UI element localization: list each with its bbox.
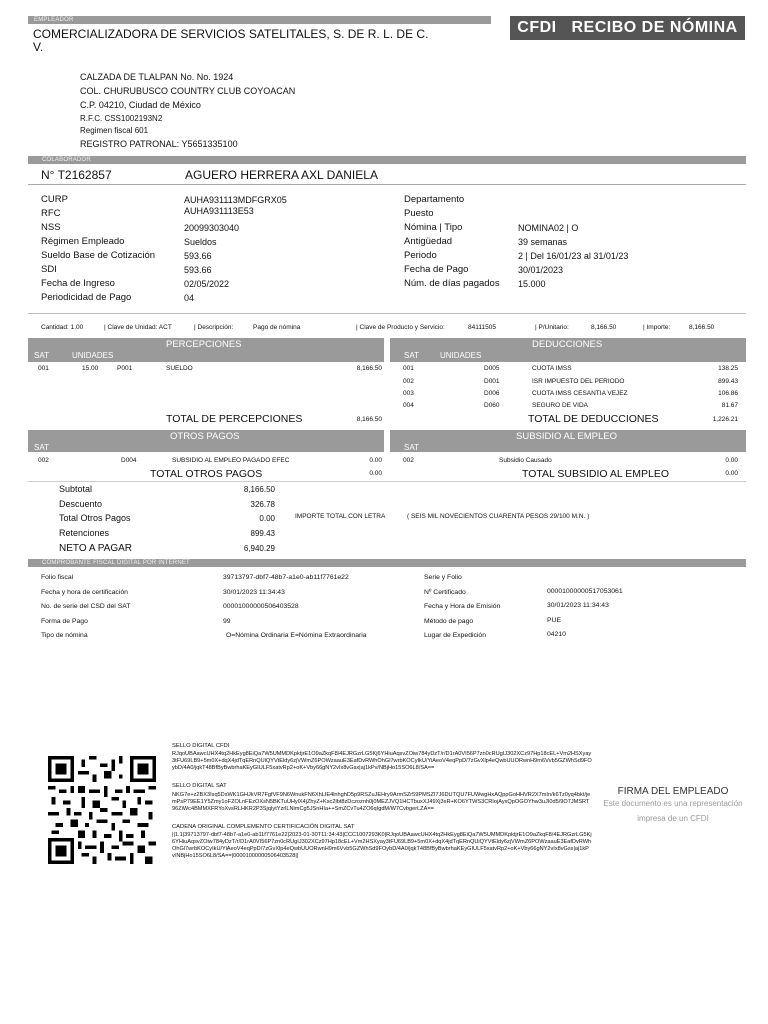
deduccion-clave: D005 xyxy=(484,365,500,372)
company-name-line1: COMERCIALIZADORA DE SERVICIOS SATELITALES, S. DE R. L. DE C. xyxy=(33,27,429,41)
total-otros-pagos-value: 0.00 xyxy=(369,470,382,477)
fiscal-section-band xyxy=(28,559,746,567)
label-curp: CURP xyxy=(41,194,68,205)
deduccion-sat: 004 xyxy=(403,402,414,409)
subsidio-sat-header: SAT xyxy=(404,443,419,452)
label-antiguedad: Antigüedad xyxy=(404,236,453,247)
employee-right-labels xyxy=(404,193,500,291)
value-departamento xyxy=(518,193,628,207)
percepciones-unidades-header: UNIDADES xyxy=(72,351,114,360)
resumen-otros-pagos-value: 0.00 xyxy=(259,514,275,523)
company-regimen: Regimen fiscal 601 xyxy=(80,126,149,135)
employee-right-values xyxy=(518,193,628,291)
label-fecha-pago: Fecha de Pago xyxy=(404,264,469,275)
cadena-original-title: CADENA ORIGINAL COMPLEMENTO CERTIFICACIÓN DIGITAL SAT xyxy=(172,824,355,830)
title-recibo: RECIBO DE NÓMINA xyxy=(571,19,738,36)
label-nss: NSS xyxy=(41,222,61,233)
label-sbc: Sueldo Base de Cotización xyxy=(41,250,156,261)
value-sbc: 593.66 xyxy=(184,251,212,261)
firma-note-1: Este documento es una representación xyxy=(603,799,743,808)
fiscal-folio: 39713797-dbf7-48b7-a1e0-ab11f7761e22 xyxy=(223,574,349,581)
value-fecha-pago: 30/01/2023 xyxy=(518,265,564,275)
fiscal-lugar-expedicion: 04210 xyxy=(547,631,566,638)
employee-name: AGUERO HERRERA AXL DANIELA xyxy=(185,168,378,182)
deduccion-concepto: CUOTA IMSS CESANTIA VEJEZ xyxy=(532,390,628,397)
total-percepciones-value: 8,166.50 xyxy=(356,416,382,423)
deduccion-importe: 138.25 xyxy=(718,365,738,372)
neto-a-pagar-label: NETO A PAGAR xyxy=(59,543,132,554)
label-sdi: SDI xyxy=(41,264,57,275)
fiscal-label: Tipo de nómina xyxy=(41,632,88,639)
fiscal-fecha-emision: 30/01/2023 11:34:43 xyxy=(547,602,609,609)
otros-pagos-sat: 002 xyxy=(38,457,49,464)
percepcion-importe: 8,166.50 xyxy=(356,365,382,372)
otros-pagos-concepto: SUBSIDIO AL EMPLEO PAGADO EFEC xyxy=(172,457,290,464)
percepcion-unidades: 15.00 xyxy=(82,365,99,372)
value-sdi: 593.66 xyxy=(184,265,212,275)
title-cfdi: CFDI xyxy=(517,19,557,36)
firma-block xyxy=(598,786,748,823)
resumen-subtotal-label: Subtotal xyxy=(59,484,93,494)
fiscal-label: Fecha y hora de certificación xyxy=(41,589,128,596)
label-puesto: Puesto xyxy=(404,208,434,219)
deduccion-clave: D001 xyxy=(484,378,500,385)
deduccion-concepto: CUOTA IMSS xyxy=(532,365,572,372)
subsidio-importe: 0.00 xyxy=(725,457,738,464)
fiscal-certificado: 00001000000517053061 xyxy=(547,588,623,595)
concepto-clave-unidad: | Clave de Unidad: ACT xyxy=(104,324,172,331)
document-title xyxy=(510,16,745,40)
fiscal-serie-csd: 00001000000506403528 xyxy=(223,603,299,610)
resumen-descuento-label: Descuento xyxy=(59,499,103,509)
concepto-punitario-label: | P/Unitario: xyxy=(535,324,569,331)
percepcion-clave: P001 xyxy=(117,365,133,372)
value-puesto xyxy=(518,207,628,221)
company-name xyxy=(33,28,463,54)
total-deducciones-label: TOTAL DE DEDUCCIONES xyxy=(528,413,659,425)
total-subsidio-value: 0.00 xyxy=(725,470,738,477)
total-otros-pagos-label: TOTAL OTROS PAGOS xyxy=(150,468,263,480)
value-antiguedad: 39 semanas xyxy=(518,237,568,247)
otros-pagos-sat-header: SAT xyxy=(34,443,49,452)
fiscal-label: Método de pago xyxy=(424,618,474,625)
total-deducciones-value: 1,226.21 xyxy=(712,416,738,423)
value-rfc: AUHA931113E53 xyxy=(184,206,254,216)
otros-pagos-header xyxy=(28,430,384,452)
value-dias-pagados: 15.000 xyxy=(518,279,546,289)
deducciones-sat-header: SAT xyxy=(404,351,419,360)
deducciones-unidades-header: UNIDADES xyxy=(440,351,482,360)
fiscal-label: No. de serie del CSD del SAT xyxy=(41,603,131,610)
deduccion-concepto: ISR IMPUESTO DEL PERIODO xyxy=(532,378,625,385)
label-periodo: Periodo xyxy=(404,250,437,261)
subsidio-header xyxy=(390,430,746,452)
divider xyxy=(28,313,746,314)
firma-title: FIRMA DEL EMPLEADO xyxy=(617,786,729,797)
concepto-clave-producto: 84111505 xyxy=(468,324,496,331)
employee-number: N° T2162857 xyxy=(41,168,112,182)
deduccion-importe: 106.86 xyxy=(718,390,738,397)
employer-section-label: EMPLEADOR xyxy=(34,17,74,23)
deduccion-sat: 002 xyxy=(403,378,414,385)
value-periodicidad: 04 xyxy=(184,293,195,303)
divider xyxy=(28,184,746,185)
deduccion-importe: 81.67 xyxy=(721,402,738,409)
deduccion-clave: D060 xyxy=(484,402,500,409)
company-name-line2: V. xyxy=(33,40,44,54)
value-fecha-ingreso: 02/05/2022 xyxy=(184,279,230,289)
colaborador-section-label: COLABORADOR xyxy=(42,157,91,163)
deduccion-clave: D006 xyxy=(484,390,500,397)
label-departamento: Departamento xyxy=(404,194,465,205)
fiscal-fecha-certificacion: 30/01/2023 11:34:43 xyxy=(223,589,285,596)
company-rfc: R.F.C. CSS1002193N2 xyxy=(80,114,163,123)
registro-patronal: REGISTRO PATRONAL: Y5651335100 xyxy=(80,139,238,149)
subsidio-title: SUBSIDIO AL EMPLEO xyxy=(516,431,618,442)
label-regimen: Régimen Empleado xyxy=(41,236,125,247)
concepto-punitario: 8,166.50 xyxy=(591,324,617,331)
fiscal-tipo-nomina: O=Nómina Ordinaria E=Nómina Extraordinaria xyxy=(226,632,367,639)
concepto-descripcion-label: | Descripción: xyxy=(194,324,234,331)
fiscal-label: Fecha y Hora de Emisión xyxy=(424,603,501,610)
importe-letra-label: IMPORTE TOTAL CON LETRA xyxy=(295,513,386,520)
label-fecha-ingreso: Fecha de Ingreso xyxy=(41,278,115,289)
label-rfc: RFC xyxy=(41,208,61,219)
fiscal-label: Lugar de Expedición xyxy=(424,632,486,639)
address-line-1: CALZADA DE TLALPAN No. No. 1924 xyxy=(80,72,234,82)
concepto-importe-label: | Importe: xyxy=(643,324,671,331)
subsidio-sat: 002 xyxy=(403,457,414,464)
fiscal-section-label: COMPROBANTE FISCAL DIGITAL POR INTERNET xyxy=(42,560,190,566)
fiscal-label: Serie y Folio xyxy=(424,574,462,581)
deducciones-header xyxy=(390,338,746,362)
total-percepciones-label: TOTAL DE PERCEPCIONES xyxy=(166,413,303,425)
label-nomina-tipo: Nómina | Tipo xyxy=(404,222,463,233)
fiscal-forma-pago: 99 xyxy=(223,618,231,625)
subsidio-concepto: Subsidio Causado xyxy=(499,457,552,464)
deduccion-concepto: SEGURO DE VIDA xyxy=(532,402,588,409)
importe-letra: ( SEIS MIL NOVECIENTOS CUARENTA PESOS 29/100 M.N. ) xyxy=(407,513,590,520)
value-regimen: Sueldos xyxy=(184,237,217,247)
deduccion-sat: 003 xyxy=(403,390,414,397)
otros-pagos-title: OTROS PAGOS xyxy=(170,431,240,442)
concepto-importe: 8,166.50 xyxy=(689,324,715,331)
deduccion-sat: 001 xyxy=(403,365,414,372)
percepcion-sat: 001 xyxy=(38,365,49,372)
percepciones-sat-header: SAT xyxy=(34,351,49,360)
resumen-otros-pagos-label: Total Otros Pagos xyxy=(59,513,131,523)
concepto-clave-producto-label: | Clave de Producto y Servicio: xyxy=(356,324,445,331)
otros-pagos-importe: 0.00 xyxy=(369,457,382,464)
deducciones-title: DEDUCCIONES xyxy=(532,339,603,350)
fiscal-label: Nº Certificado xyxy=(424,589,466,596)
firma-note-2: impresa de un CFDI xyxy=(637,814,709,823)
total-subsidio-label: TOTAL SUBSIDIO AL EMPLEO xyxy=(522,468,670,480)
label-periodicidad: Periodicidad de Pago xyxy=(41,292,132,303)
colaborador-section-band xyxy=(28,156,746,164)
address-line-2: COL. CHURUBUSCO COUNTRY CLUB COYOACAN xyxy=(80,86,296,96)
resumen-subtotal-value: 8,166.50 xyxy=(243,485,275,494)
divider xyxy=(28,481,746,482)
concepto-cantidad: Cantidad: 1.00 xyxy=(41,324,84,331)
sello-cfdi-title: SELLO DIGITAL CFDI xyxy=(172,743,230,749)
concepto-descripcion: Pago de nómina xyxy=(253,324,301,331)
value-periodo: 2 | Del 16/01/23 al 31/01/23 xyxy=(518,251,629,261)
cadena-original: ||1.1|39713797-dbf7-48b7-a1e0-ab11f7761e22|2023-01-30T11:34:43|CCC1007293K0|RJqoUBAawcUHX4tq2HkEyg8EiQa7W5UMMDKpktjrE1O9aZkqF8/4EJRGzrLG5Kj6YHiuAqsvZOiw784yDzT/r/D1rA0VI56P7zn0cRUgIJ302XCz97Hp18cEL+Vm2HSXyay3tFU69LB9+5m0X+dqX4jdTqERnQUiQYVtEldy6zjVWmZ6POWzaauE3EafDvRWhOhGl7wrbKOCyIkU/YiAeoV4eqPpD/7zGvXlp4eQwbUUORwnH9m6Vvb5GZWhSd9FOybD/4A0/jqkT48BfByBwbrhaKEyGIULF5xatvRp2+oK+Vby66gNY2vIx8vGsx|aj1kPv/NBjHo15SO6L8/SA==|00001000000506403528|| xyxy=(172,832,592,859)
value-nomina-tipo: NOMINA02 | O xyxy=(518,223,579,233)
neto-a-pagar-value: 6,940.29 xyxy=(243,544,275,553)
resumen-retenciones-label: Retenciones xyxy=(59,528,110,538)
percepciones-header xyxy=(28,338,384,362)
qr-code xyxy=(48,756,156,864)
sello-sat-title: SELLO DIGITAL SAT xyxy=(172,783,227,789)
resumen-descuento-value: 326.78 xyxy=(250,500,275,509)
otros-pagos-clave: D004 xyxy=(121,457,137,464)
label-dias-pagados: Núm. de días pagados xyxy=(404,278,500,289)
percepciones-title: PERCEPCIONES xyxy=(166,339,242,350)
employee-left-labels xyxy=(41,193,155,305)
deduccion-importe: 899.43 xyxy=(718,378,738,385)
fiscal-metodo-pago: PUE xyxy=(547,617,561,624)
value-nss: 20099303040 xyxy=(184,223,240,233)
value-curp: AUHA931113MDFGRX05 xyxy=(184,195,287,205)
percepcion-concepto: SUELDO xyxy=(166,365,193,372)
employee-left-values xyxy=(184,193,287,305)
address-line-3: C.P. 04210, Ciudad de México xyxy=(80,100,201,110)
sello-cfdi: RJqoUBAawcUHX4tq2HkEyg8EiQa7W5UMMDKpktjrE1O9aZkqF8/4EJRGzrLG5Kj6YHiuAqsvZOiw784yDzT/r/D1rA0VI56P7zn0cRUgIJ302XCz97Hp18cEL+Vm2HSXyay3tFU69LB9+5m0X+dqX4jdTqERnQUiQYVtEldy6zjVWmZ6POWzaauE3EafDvRWhOhGl7wrbKOCyIkU/YiAeoV4eqPpD/7zGvXlp4eQwbUUORwnH9m6Vvb5GZWhSd9FOybD/4A0/jqkT48BfByBwbrhaKEyGIULF5xatvRp2+oK+Vby66gNY2vIx8vGsx|aj1kPv/NBjHo15SO6L8/SA== xyxy=(172,751,592,771)
employer-section-band xyxy=(28,16,491,24)
sello-sat: NKG7e+z2BX3Isq5DsWK1GHJkVR7FgfVF9N6WnukFN6XhLIE4lnhghD5p9RSZuJEHry9ArmSZr59PMSZI7J6DUTQU7FUWwgHxAQppGoHHVR2X7mIn/k6Tz0yq4bkt/jemPsP79EE1Y5Zmy1oFZOLnFEzOXsN5BKTuUHylX4jZhyZ+Ksc2lbt8zDczoznh0j0MEZJVQ1HCTbuxXJ49Xj3sR+KO6YTWS3CRIojAyxQpOGOYhw3uJI0d5/9O7JMSRT96ZiWc4BMMXFRYoXvsRLHKR2P3SjqIytYzrlLNimCg5JSnHIa++SmZCvTu4ZO6qIgdM/W7CvbgerLZA== xyxy=(172,792,591,812)
fiscal-label: Forma de Pago xyxy=(41,618,88,625)
resumen-retenciones-value: 899.43 xyxy=(250,529,275,538)
fiscal-label: Folio fiscal xyxy=(41,574,74,581)
